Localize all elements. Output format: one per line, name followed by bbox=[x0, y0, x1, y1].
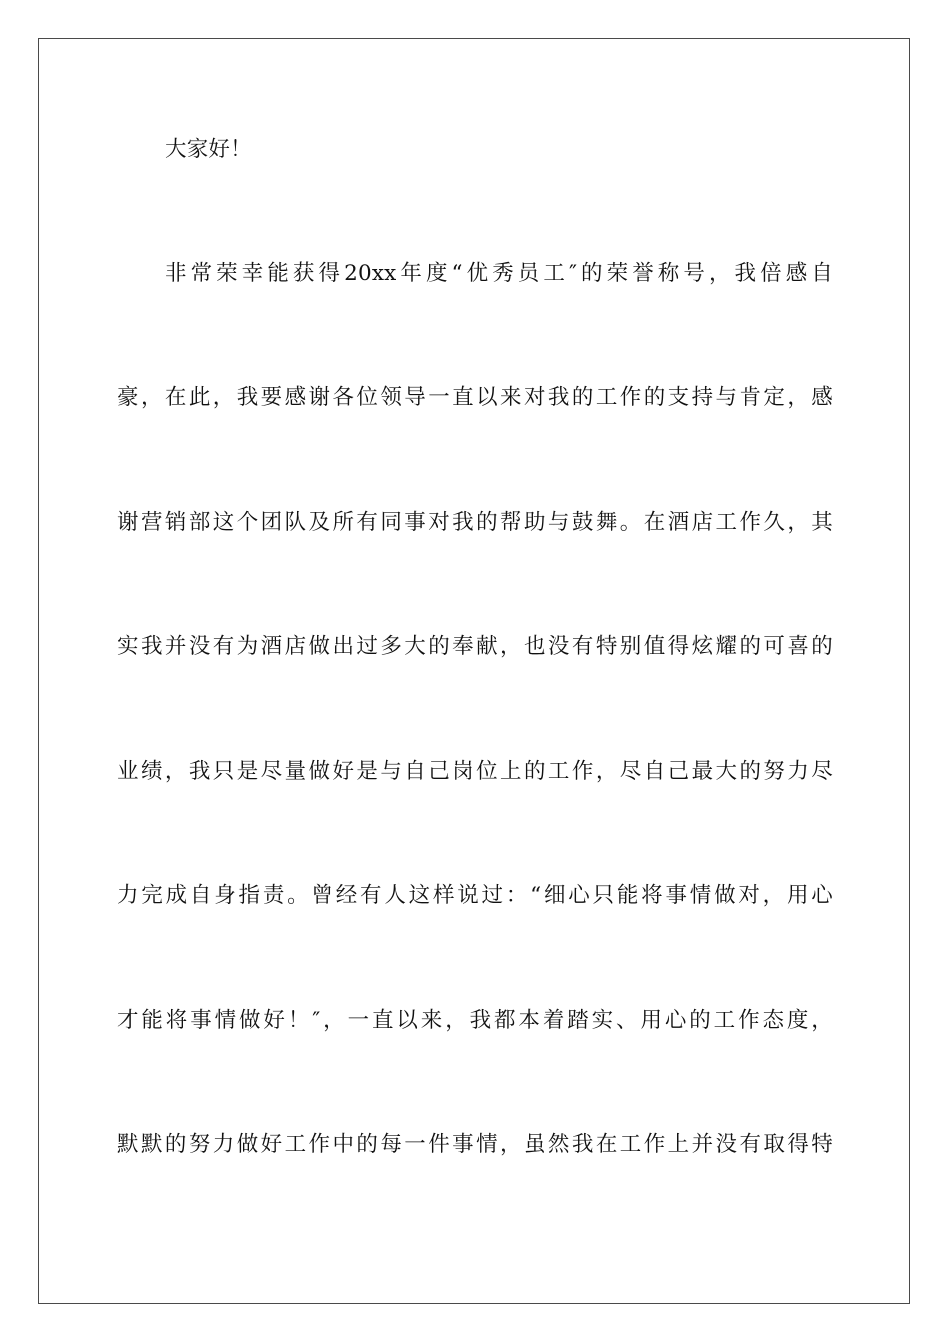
paragraph-line-2: 豪，在此，我要感谢各位领导一直以来对我的工作的支持与肯定，感 bbox=[117, 385, 833, 410]
paragraph-line-3: 谢营销部这个团队及所有同事对我的帮助与鼓舞。在酒店工作久，其 bbox=[117, 510, 833, 535]
paragraph-line-8: 默默的努力做好工作中的每一件事情，虽然我在工作上并没有取得特 bbox=[117, 1132, 833, 1157]
paragraph-line-4: 实我并没有为酒店做出过多大的奉献，也没有特别值得炫耀的可喜的 bbox=[117, 634, 833, 659]
paragraph-line-6: 力完成自身指责。曾经有人这样说过：“细心只能将事情做对，用心 bbox=[117, 883, 833, 908]
page-border bbox=[38, 38, 910, 1304]
paragraph-line-1: 非常荣幸能获得20xx年度“优秀员工″的荣誉称号，我倍感自 bbox=[165, 261, 833, 286]
paragraph-line-7: 才能将事情做好！″，一直以来，我都本着踏实、用心的工作态度， bbox=[117, 1008, 833, 1033]
paragraph-line-5: 业绩，我只是尽量做好是与自己岗位上的工作，尽自己最大的努力尽 bbox=[117, 759, 833, 784]
greeting-line: 大家好！ bbox=[165, 137, 252, 162]
